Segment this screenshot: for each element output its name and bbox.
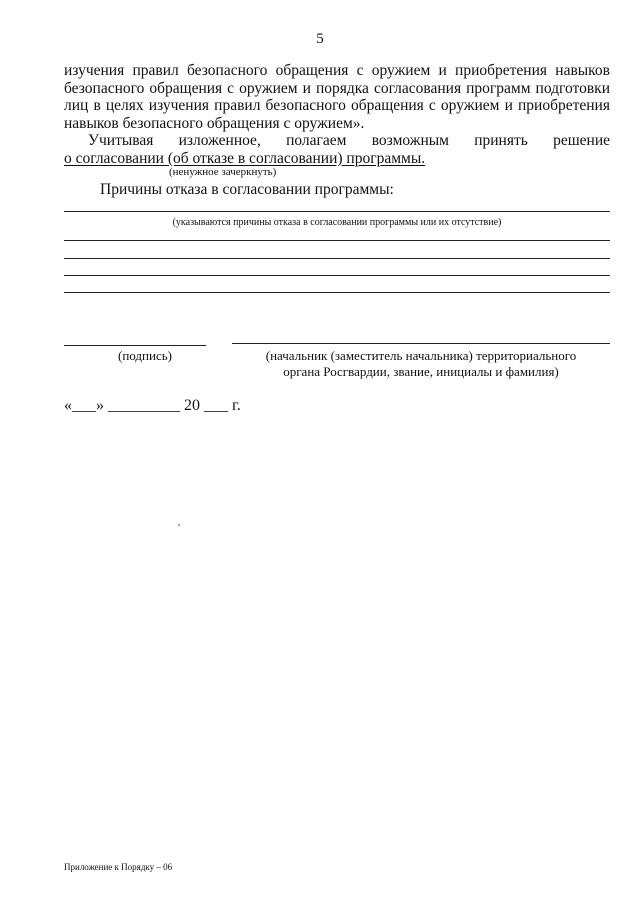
- official-name-line: [232, 343, 610, 344]
- paragraph-1-line-1: изучения правил безопасного обращения с оружием и приобретения навыков: [64, 62, 610, 79]
- official-caption-line-1: (начальник (заместитель начальника) территориального: [265, 348, 577, 363]
- reasons-label: Причины отказа в согласовании программы:: [100, 181, 394, 198]
- reasons-line-4: [64, 275, 610, 276]
- official-caption: [232, 348, 610, 380]
- reasons-line-1: [64, 211, 610, 212]
- reasons-line-3: [64, 258, 610, 259]
- signature-caption: (подпись): [118, 348, 172, 363]
- paragraph-1-line-4: навыков безопасного обращения с оружием».: [64, 114, 365, 132]
- official-caption-line-2: органа Росгвардии, звание, инициалы и фамилия): [283, 364, 559, 379]
- date-line: «___» _________ 20 ___ г.: [64, 397, 241, 414]
- page-number: 5: [316, 31, 324, 47]
- footer-note: Приложение к Порядку – 06: [64, 862, 173, 872]
- reasons-caption: (указываются причины отказа в согласовании программы или их отсутствие): [172, 217, 502, 228]
- body-paragraph-1: [64, 62, 610, 132]
- decision-options: о согласовании (об отказе в согласовании) программы.: [64, 149, 426, 167]
- signature-line: [64, 345, 206, 346]
- reasons-line-2: [64, 240, 610, 241]
- strike-note: (ненужное зачеркнуть): [169, 166, 277, 178]
- reasons-line-5: [64, 292, 610, 293]
- paragraph-1-line-3: лиц в целях изучения правил безопасного обращения с оружием и приобретения: [64, 97, 610, 114]
- paragraph-1-line-2: безопасного обращения с оружием и порядка согласования программ подготовки: [64, 79, 610, 97]
- body-paragraph-2: [64, 132, 610, 167]
- scan-speck: [178, 524, 180, 526]
- paragraph-2-line-1: Учитывая изложенное, полагаем возможным принять решение: [88, 132, 610, 149]
